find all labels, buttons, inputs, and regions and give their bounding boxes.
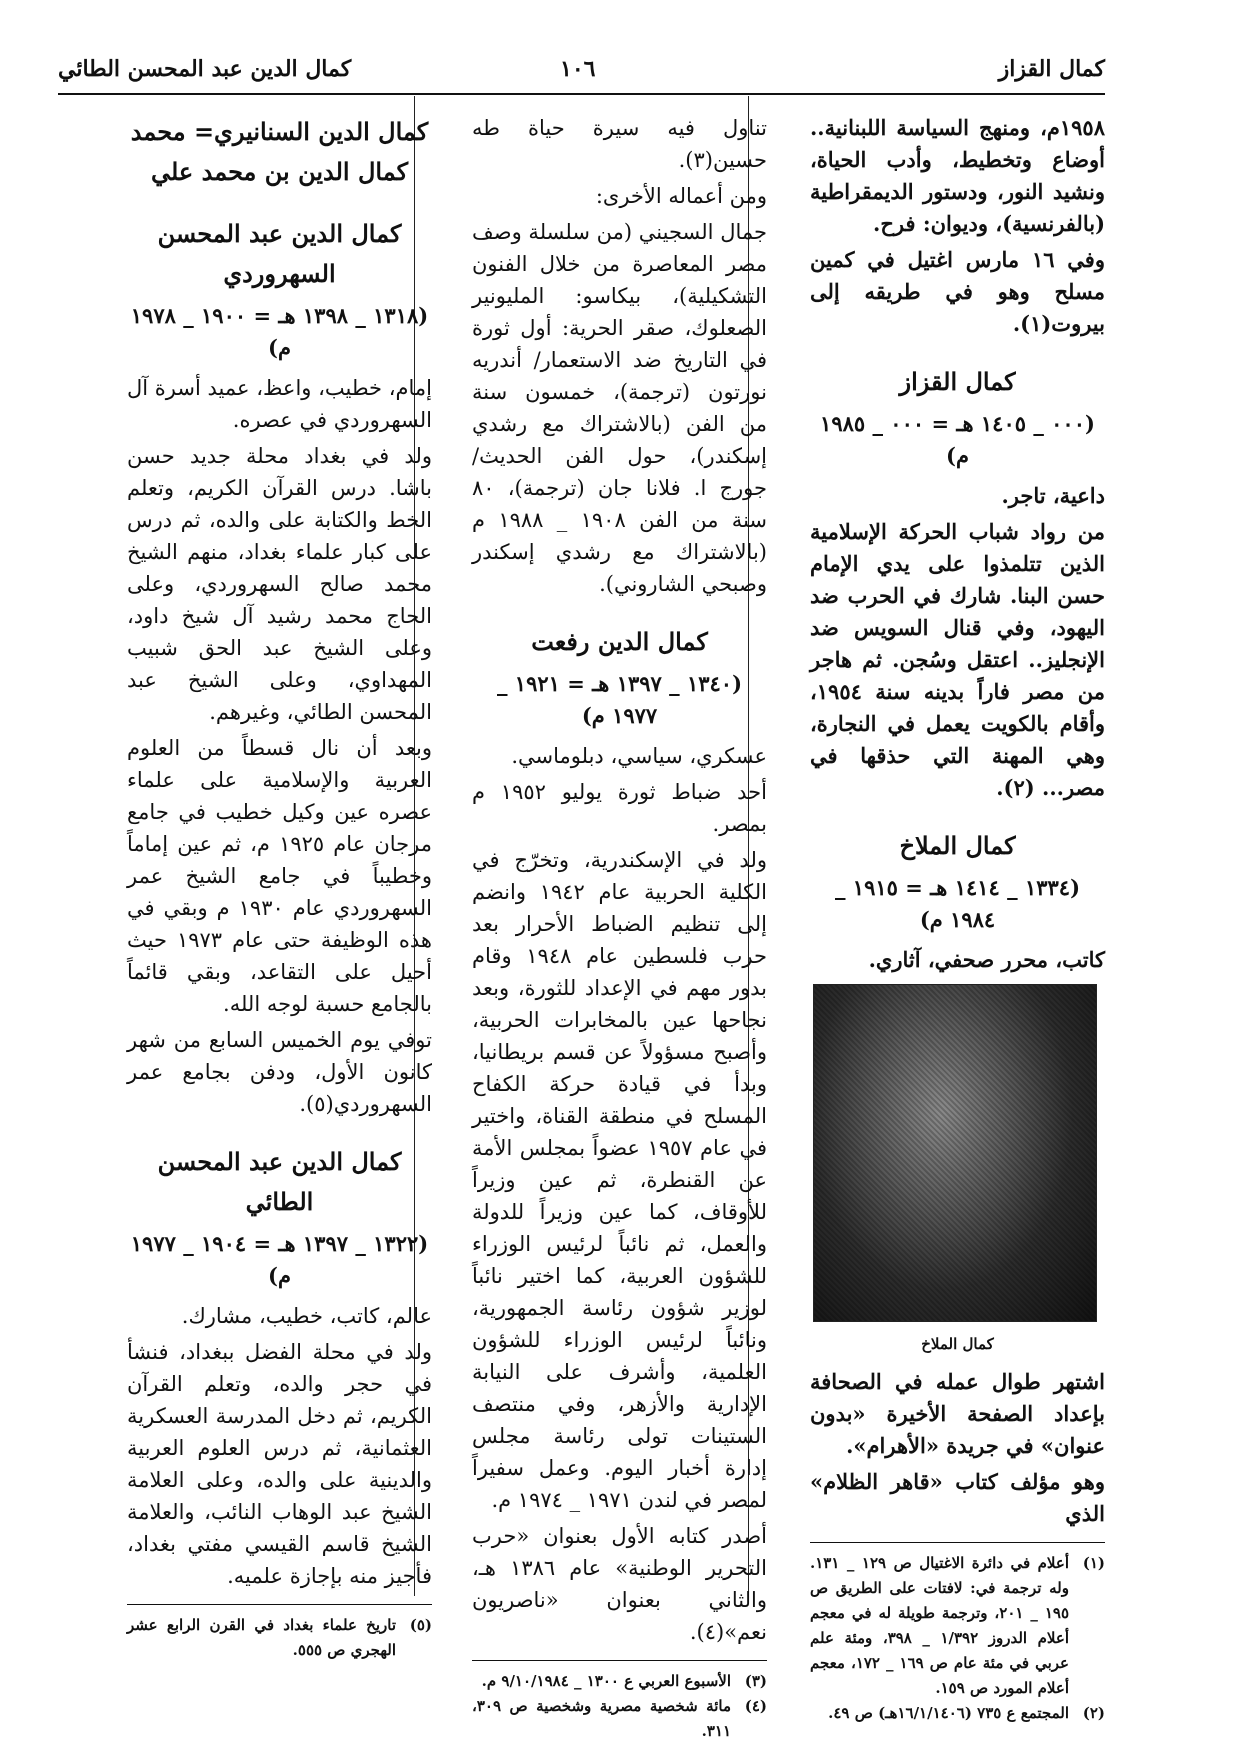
paragraph: أصدر كتابه الأول بعنوان «حرب التحرير الوطنية» عام ١٣٨٦ هـ، والثاني بعنوان «ناصريون نعم»(٤).: [472, 1524, 767, 1644]
footnote-number: (١): [1082, 1554, 1105, 1572]
footnote: [472, 1669, 767, 1694]
paragraph: وهو مؤلف كتاب «قاهر الظلام» الذي: [810, 1469, 1105, 1526]
running-head-left: كمال الدين عبد المحسن الطائي: [58, 56, 352, 82]
footnote: [472, 1694, 767, 1744]
photo-caption: كمال الملاخ: [921, 1335, 994, 1353]
paragraph: وبعد أن نال قسطاً من العلوم العربية والإسلامية على علماء عصره عين وكيل خطيب في جامع مرجان عام ١٩٢٥ م، ثم عين إماماً وخطيباً في جامع الشيخ عمر السهروردي عام ١٩٣٠ م وبقي في هذه الوظيفة حتى عام ١٩٧٣ حيث أحيل على التقاعد، وبقي قائماً بالجامع حسبة لوجه الله.: [127, 736, 432, 1016]
running-head-right: كمال القزاز: [998, 56, 1105, 82]
footnote: [127, 1613, 432, 1663]
entry-title: كمال الدين رفعت: [531, 627, 708, 656]
entry-dates: (٠٠٠ _ ١٤٠٥ هـ = ٠٠٠ _ ١٩٨٥ م): [820, 411, 1095, 468]
footnote-text: مائة شخصية مصرية وشخصية ص ٣٠٩، ٣١١.: [472, 1697, 731, 1740]
entry-title: كمال الدين السنانيري= محمد كمال الدين بن محمد علي: [130, 117, 429, 186]
entry-title: كمال القزاز: [899, 367, 1016, 396]
entry-title: كمال الدين عبد المحسن السهروردي: [157, 219, 402, 288]
paragraph: توفي يوم الخميس السابع من شهر كانون الأول، ودفن بجامع عمر السهروردي(٥).: [127, 1028, 432, 1116]
paragraph: تناول فيه سيرة حياة طه حسين(٣).: [472, 116, 767, 172]
footnote-rule: [810, 1542, 1105, 1543]
footnote-number: (٤): [744, 1697, 767, 1715]
footnote-number: (٢): [1082, 1704, 1105, 1722]
footnote-rule: [472, 1660, 767, 1661]
entry-title: كمال الملاخ: [899, 831, 1016, 860]
paragraph: اشتهر طوال عمله في الصحافة بإعداد الصفحة الأخيرة «بدون عنوان» في جريدة «الأهرام».: [810, 1369, 1105, 1458]
paragraph: ومن أعماله الأخرى:: [595, 184, 767, 208]
footnote-text: الأسبوع العربي ع ١٣٠٠ _ ٩/١٠/١٩٨٤ م.: [481, 1672, 731, 1690]
footnote-text: تاريخ علماء بغداد في القرن الرابع عشر الهجري ص ٥٥٥.: [127, 1616, 396, 1659]
footnote: [810, 1701, 1105, 1726]
footnote: [810, 1551, 1105, 1701]
paragraph: جمال السجيني (من سلسلة وصف مصر المعاصرة من خلال الفنون التشكيلية)، بيكاسو: المليونير الصعلوك، صقر الحرية: أول ثورة في التاريخ ضد الاستعمار/ أندريه نورتون (ترجمة)، خمسون سنة من الفن (بالاشتراك مع رشدي إسكندر)، حول الفن الحديث/ جورج ا. فلانا جان (ترجمة)، ٨٠ سنة من الفن ١٩٠٨ _ ١٩٨٨ م (بالاشتراك مع رشدي إسكندر وصبحي الشاروني).: [472, 220, 767, 596]
footnote-number: (٣): [744, 1672, 767, 1690]
column-middle: [472, 112, 767, 1744]
paragraph: من رواد شباب الحركة الإسلامية الذين تتلمذوا على يدي الإمام حسن البنا. شارك في الحرب ضد اليهود، وفي قنال السويس ضد الإنجليز.. اعتقل وسُجن. ثم هاجر من مصر فاراً بدينه سنة ١٩٥٤، وأقام بالكويت يعمل في النجارة، وهي المهنة التي حذقها في مصر... (٢).: [810, 519, 1105, 800]
entry-role: عالم، كاتب، خطيب، مشارك.: [181, 1304, 432, 1328]
portrait-photo: [813, 984, 1097, 1322]
entry-title: كمال الدين عبد المحسن الطائي: [157, 1147, 402, 1216]
column-right: [810, 112, 1105, 1726]
page-number: ١٠٦: [560, 56, 596, 82]
footnote-text: أعلام في دائرة الاغتيال ص ١٢٩ _ ١٣١. وله ترجمة في: لافتات على الطريق ص ١٩٥ _ ٢٠١، وترجمة طويلة له في معجم أعلام الدروز ١/٣٩٢ _ ٣٩٨، ومئة علم عربي في مئة عام ص ١٦٩ _ ١٧٢، معجم أعلام المورد ص ١٥٩.: [810, 1554, 1069, 1697]
entry-dates: (١٣٢٢ _ ١٣٩٧ هـ = ١٩٠٤ _ ١٩٧٧ م): [130, 1231, 429, 1288]
entry-dates: (١٣٤٠ _ ١٣٩٧ هـ = ١٩٢١ _ ١٩٧٧ م): [496, 671, 742, 728]
footnote-number: (٥): [409, 1616, 432, 1634]
paragraph: أحد ضباط ثورة يوليو ١٩٥٢ م بمصر.: [472, 780, 767, 836]
footnote-rule: [127, 1604, 432, 1605]
entry-dates: (١٣٣٤ _ ١٤١٤ هـ = ١٩١٥ _ ١٩٨٤ م): [834, 875, 1080, 932]
paragraph: ١٩٥٨م، ومنهج السياسة اللبنانية.. أوضاع وتخطيط، وأدب الحياة، ونشيد النور، ودستور الديمقراطية (بالفرنسية)، وديوان: فرح.: [810, 115, 1105, 236]
footnote-text: المجتمع ع ٧٣٥ (١٦/١/١٤٠٦هـ) ص ٤٩.: [828, 1704, 1069, 1722]
paragraph: ولد في محلة الفضل ببغداد، فنشأ في حجر والده، وتعلم القرآن الكريم، ثم دخل المدرسة العسكرية العثمانية، ثم درس العلوم العربية والدينية على والده، وعلى العلامة الشيخ عبد الوهاب النائب، والعلامة الشيخ قاسم القيسي مفتي بغداد، فأجيز منه بإجازة علميه.: [127, 1340, 432, 1588]
entry-role: كاتب، محرر صحفي، آثاري.: [868, 947, 1105, 972]
header-rule: [58, 93, 1105, 95]
column-left: [127, 112, 432, 1663]
paragraph: وفي ١٦ مارس اغتيل في كمين مسلح وهو في طريقه إلى بيروت(١).: [810, 247, 1105, 336]
entry-role: داعية، تاجر.: [1001, 483, 1105, 508]
paragraph: ولد في الإسكندرية، وتخرّج في الكلية الحربية عام ١٩٤٢ وانضم إلى تنظيم الضباط الأحرار بعد حرب فلسطين عام ١٩٤٨ وقام بدور مهم في الإعداد للثورة، وبعد نجاحها عين بالمخابرات الحربية، وأصبح مسؤولاً عن قسم بريطانيا، وبدأ في قيادة حركة الكفاح المسلح في منطقة القناة، واختير في عام ١٩٥٧ عضواً بمجلس الأمة عن القنطرة، ثم عين وزيراً للأوقاف، كما عين وزيراً للدولة والعمل، ثم نائباً لرئيس الوزراء للشؤون العربية، كما اختير نائباً لوزير شؤون رئاسة الجمهورية، ونائباً لرئيس الوزراء للشؤون العلمية، وأشرف على النيابة الإدارية والأزهر، وفي منتصف الستينات تولى رئاسة مجلس إدارة أخبار اليوم. وعمل سفيراً لمصر في لندن ١٩٧١ _ ١٩٧٤ م.: [472, 848, 768, 1512]
entry-dates: (١٣١٨ _ ١٣٩٨ هـ = ١٩٠٠ _ ١٩٧٨ م): [130, 303, 429, 360]
entry-role: عسكري، سياسي، دبلوماسي.: [511, 744, 767, 768]
paragraph: ولد في بغداد محلة جديد حسن باشا. درس القرآن الكريم، وتعلم الخط والكتابة على والده، ثم درس على كبار علماء بغداد، منهم الشيخ محمد صالح السهروردي، وعلى الحاج محمد رشيد آل شيخ داود، وعلى الشيخ عبد الحق شبيب المهداوي، وعلى الشيخ عبد المحسن الطائي، وغيرهم.: [127, 444, 432, 724]
entry-role: إمام، خطيب، واعظ، عميد أسرة آل السهروردي في عصره.: [127, 376, 432, 432]
